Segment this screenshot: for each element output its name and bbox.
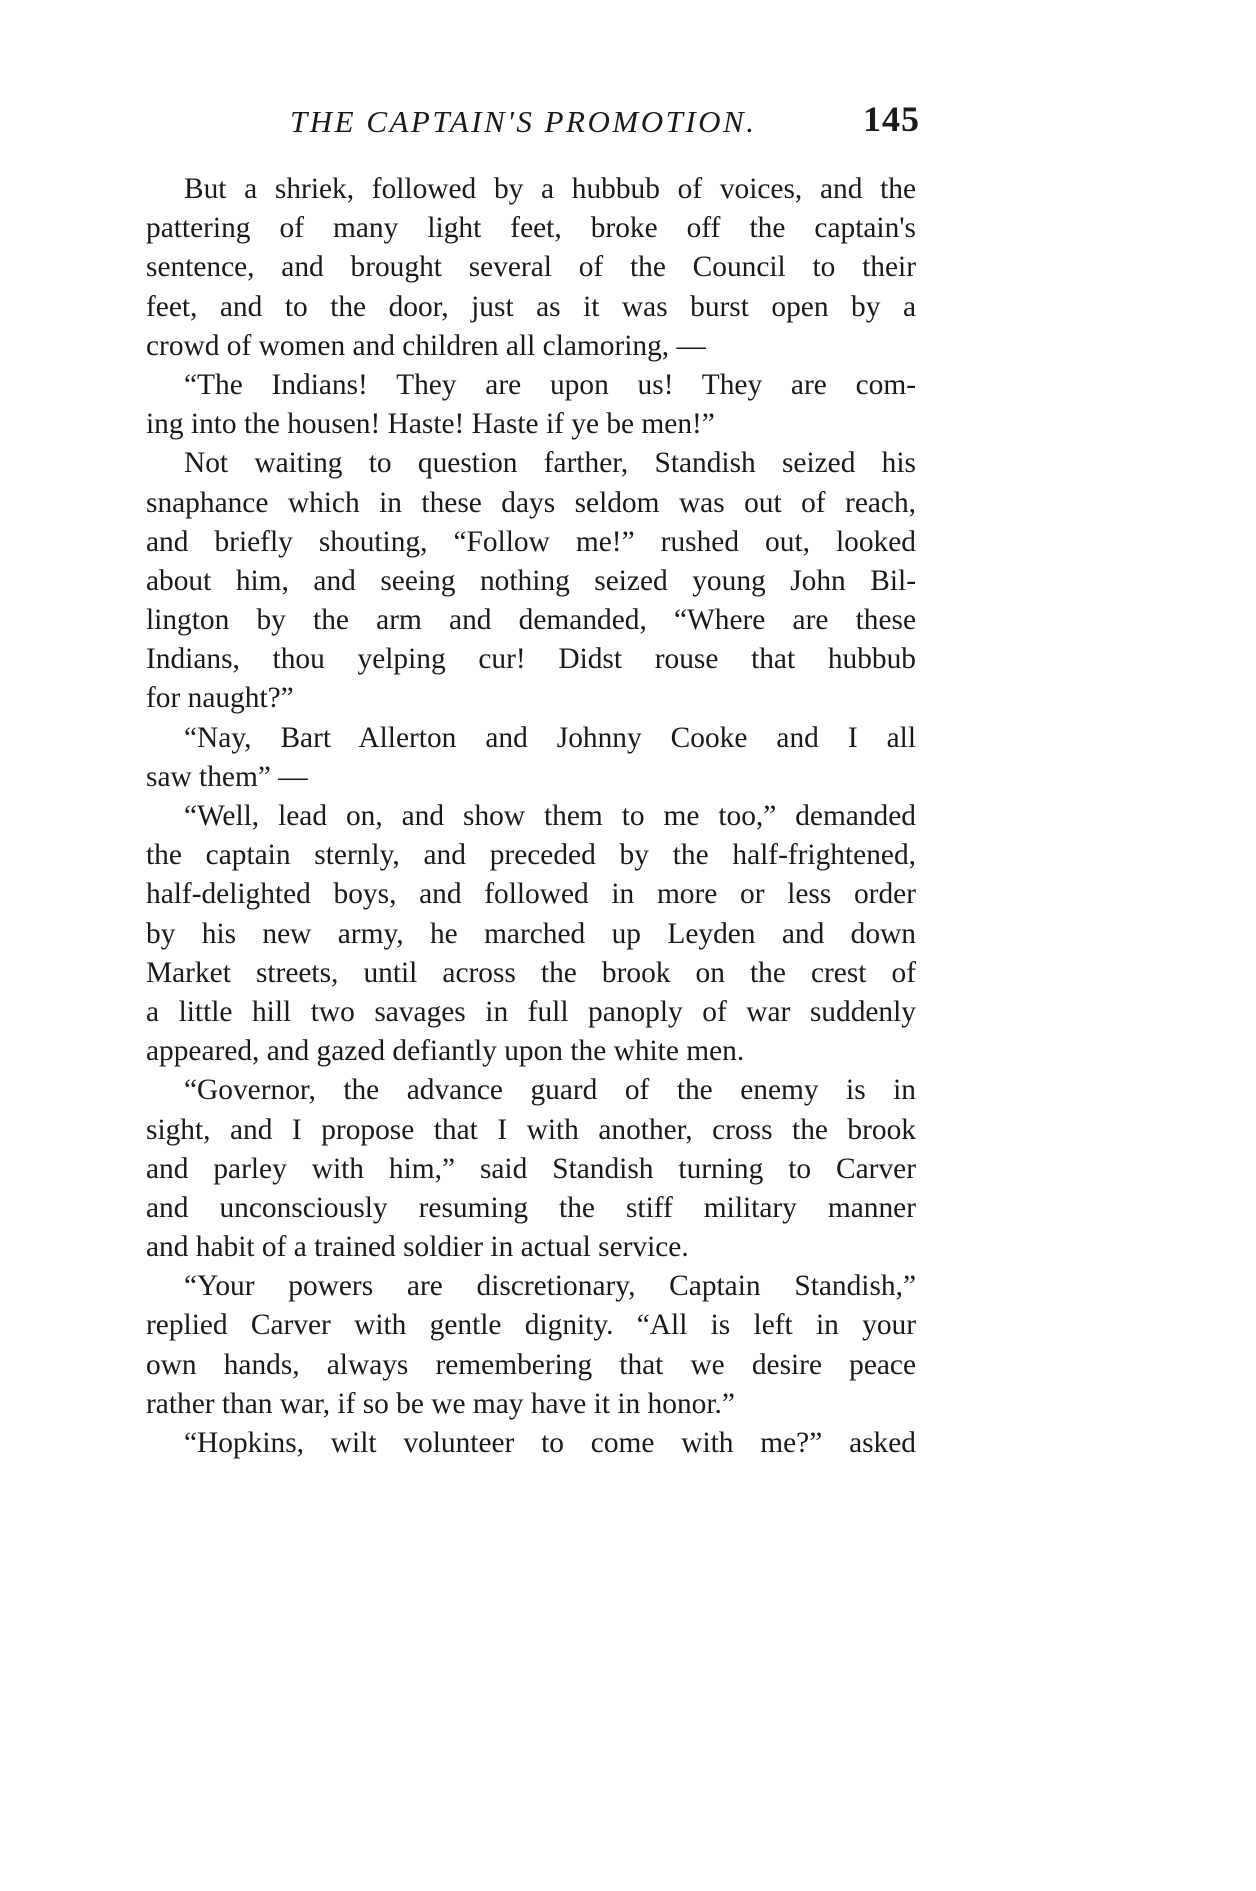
text-line: and habit of a trained soldier in actual service. <box>146 1231 689 1264</box>
text-line: Indians, thou yelping cur! Didst rouse that hubbub <box>146 643 916 676</box>
text-line: “Hopkins, wilt volunteer to come with me?” asked <box>184 1427 916 1459</box>
text-line: “Your powers are discretionary, Captain Standish,” <box>184 1270 916 1303</box>
text-line: “The Indians! They are upon us! They are com- <box>184 368 916 401</box>
text-line: about him, and seeing nothing seized young John Bil- <box>146 564 916 597</box>
text-line: saw them” — <box>146 760 308 793</box>
text-line: rather than war, if so be we may have it in honor.” <box>146 1387 735 1420</box>
text-line: replied Carver with gentle dignity. “All is left in your <box>146 1309 916 1342</box>
text-line: Market streets, until across the brook on the crest of <box>146 956 916 989</box>
text-line: and briefly shouting, “Follow me!” rushed out, looked <box>146 525 916 558</box>
text-line: “Nay, Bart Allerton and Johnny Cooke and I all <box>184 721 916 754</box>
running-title: THE CAPTAIN'S PROMOTION. <box>290 104 757 139</box>
text-line: and unconsciously resuming the stiff military manner <box>146 1191 916 1224</box>
text-line: pattering of many light feet, broke off the captain's <box>146 212 916 245</box>
text-line: sentence, and brought several of the Council to their <box>146 251 916 284</box>
text-line: “Well, lead on, and show them to me too,” demanded <box>184 800 916 832</box>
text-line: own hands, always remembering that we desire peace <box>146 1348 916 1381</box>
page-number: 145 <box>863 99 920 139</box>
text-line: “Governor, the advance guard of the enemy is in <box>184 1074 916 1107</box>
text-line: sight, and I propose that I with another, cross the brook <box>146 1113 916 1146</box>
text-line: ing into the housen! Haste! Haste if ye be men!” <box>146 408 715 441</box>
body-text <box>146 170 916 1463</box>
running-head <box>150 96 920 152</box>
text-line: by his new army, he marched up Leyden and down <box>146 917 916 950</box>
text-line: feet, and to the door, just as it was burst open by a <box>146 290 916 323</box>
text-line: a little hill two savages in full panoply of war suddenly <box>146 995 916 1028</box>
text-line: half-delighted boys, and followed in more or less order <box>146 878 916 911</box>
text-line: But a shriek, followed by a hubbub of voices, and the <box>184 173 916 205</box>
text-line: for naught?” <box>146 682 294 715</box>
text-line: snaphance which in these days seldom was out of reach, <box>146 486 916 519</box>
text-line: Not waiting to question farther, Standish seized his <box>184 447 916 480</box>
text-line: lington by the arm and demanded, “Where are these <box>146 604 916 637</box>
text-line: and parley with him,” said Standish turning to Carver <box>146 1152 916 1185</box>
text-line: crowd of women and children all clamoring, — <box>146 329 706 362</box>
text-line: appeared, and gazed defiantly upon the white men. <box>146 1035 745 1068</box>
text-line: the captain sternly, and preceded by the half-frightened, <box>146 839 916 872</box>
